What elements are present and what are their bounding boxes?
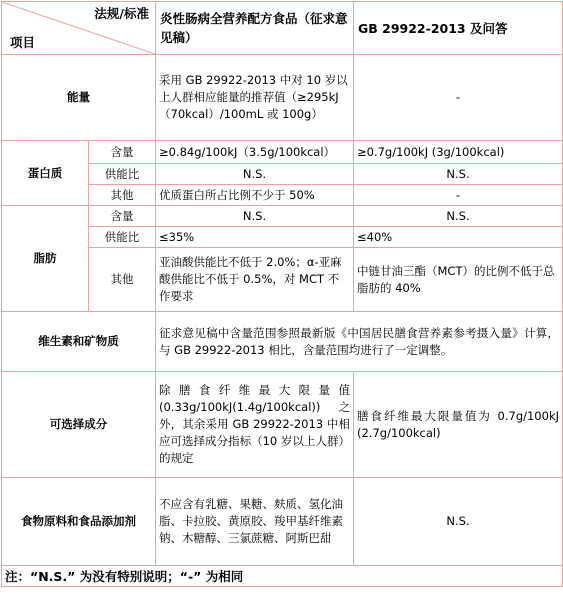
cell-protein-other-draft: 优质蛋白所占比例不少于 50% <box>156 185 354 206</box>
row-label-energy: 能量 <box>2 55 156 141</box>
row-label-vitamins: 维生素和矿物质 <box>2 312 156 372</box>
row-label-fat: 脂肪 <box>2 206 89 312</box>
corner-top-label: 法规/标准 <box>94 6 149 21</box>
row-fat-content <box>2 206 563 227</box>
sub-label: 供能比 <box>89 227 156 248</box>
sub-label: 供能比 <box>89 164 156 185</box>
col-header-gb: GB 29922-2013 及问答 <box>354 2 563 55</box>
corner-bottom-label: 项目 <box>10 35 36 50</box>
cell-protein-ratio-gb: N.S. <box>354 164 563 185</box>
row-label-protein: 蛋白质 <box>2 141 89 206</box>
footnote: 注：“N.S.” 为没有特别说明；“-” 为相同 <box>2 566 563 587</box>
row-protein-content <box>2 141 563 164</box>
row-label-optional: 可选择成分 <box>2 372 156 478</box>
cell-fat-ratio-gb: ≤40% <box>354 227 563 248</box>
col-header-draft: 炎性肠病全营养配方食品（征求意见稿） <box>156 2 354 55</box>
corner-header-cell <box>2 2 156 55</box>
cell-vitamins-merged: 征求意见稿中含量范围参照最新版《中国居民膳食营养素参考摄入量》计算，与 GB 29922-2013 相比，含量范围均进行了一定调整。 <box>156 312 563 372</box>
cell-energy-gb: - <box>354 55 563 141</box>
row-label-additives: 食物原料和食品添加剂 <box>2 478 156 566</box>
cell-fat-content-gb: N.S. <box>354 206 563 227</box>
sub-label: 含量 <box>89 206 156 227</box>
cell-additives-draft: 不应含有乳糖、果糖、麸质、氢化油脂、卡拉胶、黄原胶、羧甲基纤维素钠、木糖醇、三氯蔗糖、阿斯巴甜 <box>156 478 354 566</box>
sub-label: 含量 <box>89 141 156 164</box>
cell-additives-gb: N.S. <box>354 478 563 566</box>
sub-label: 其他 <box>89 248 156 312</box>
cell-optional-gb: 膳食纤维最大限量值为 0.7g/100kJ (2.7g/100kcal) <box>354 372 563 478</box>
cell-fat-ratio-draft: ≤35% <box>156 227 354 248</box>
row-energy <box>2 55 563 141</box>
cell-protein-ratio-draft: N.S. <box>156 164 354 185</box>
cell-protein-other-gb: - <box>354 185 563 206</box>
cell-protein-content-gb: ≥0.7g/100kJ (3g/100kcal) <box>354 141 563 164</box>
cell-energy-draft: 采用 GB 29922-2013 中对 10 岁以上人群相应能量的推荐值（≥295kJ（70kcal）/100mL 或 100g） <box>156 55 354 141</box>
row-optional <box>2 372 563 478</box>
header-row <box>2 2 563 55</box>
row-additives <box>2 478 563 566</box>
cell-optional-draft: 除膳食纤维最大限量值(0.33g/100kJ(1.4g/100kcal)) 之外，其余采用 GB 29922-2013 中相应可选择成分指标（10 岁以上人群）的规定 <box>156 372 354 478</box>
comparison-table <box>1 1 563 587</box>
footnote-row <box>2 566 563 587</box>
cell-fat-other-gb: 中链甘油三酯（MCT）的比例不低于总脂肪的 40% <box>354 248 563 312</box>
sub-label: 其他 <box>89 185 156 206</box>
cell-protein-content-draft: ≥0.84g/100kJ（3.5g/100kcal） <box>156 141 354 164</box>
cell-fat-content-draft: N.S. <box>156 206 354 227</box>
row-vitamins <box>2 312 563 372</box>
cell-fat-other-draft: 亚油酸供能比不低于 2.0%；α-亚麻酸供能比不低于 0.5%，对 MCT 不作要求 <box>156 248 354 312</box>
